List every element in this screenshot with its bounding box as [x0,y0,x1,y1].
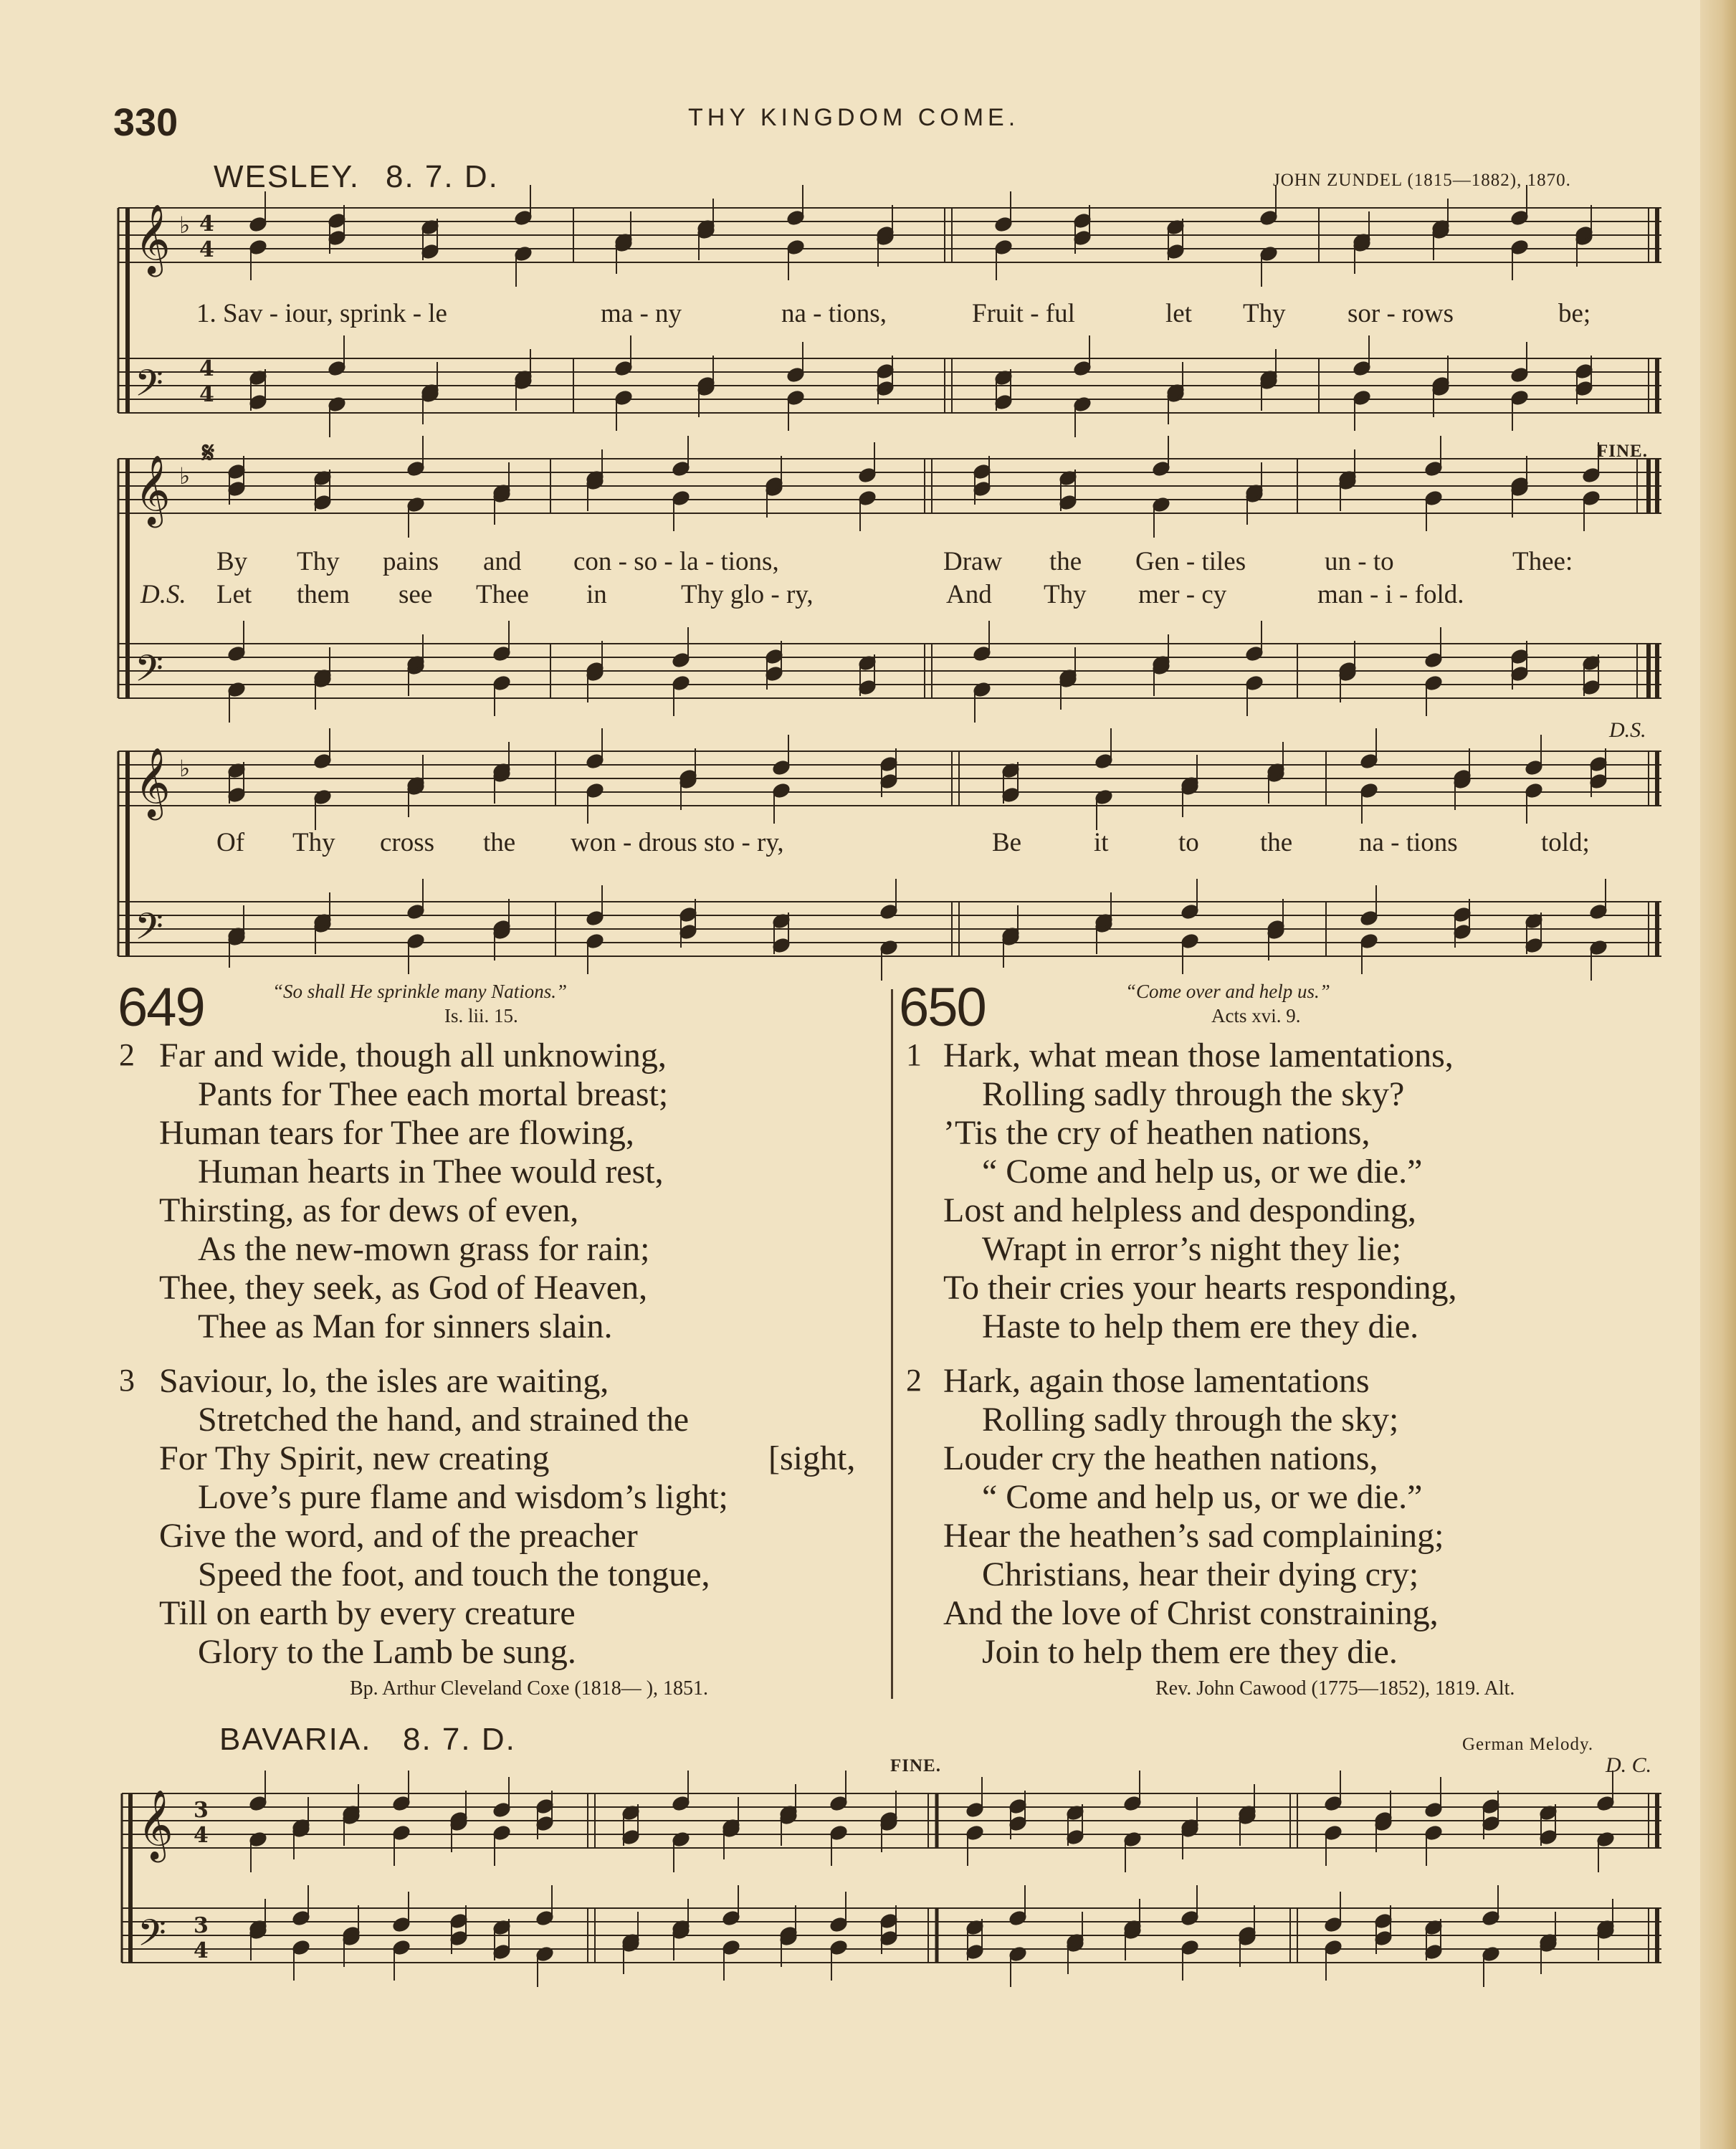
verse-649-2 [159,1037,668,1346]
verse-line: Hark, again those lamentations [943,1362,1370,1400]
hymn-number-650: 650 [899,977,986,1038]
verse-line: Hark, what mean those lamentations, [943,1037,1454,1074]
lyric-1b: ma - ny [601,299,682,328]
lyric-3-6: Be [992,828,1022,857]
svg-text:𝄢: 𝄢 [138,1911,166,1963]
reference-649: Is. lii. 15. [444,1005,518,1026]
svg-text:𝄞: 𝄞 [138,1789,173,1859]
lyric-1c: na - tions, [781,299,887,328]
svg-text:4: 4 [199,237,214,262]
lyric-2b-3: see [399,580,433,609]
svg-text:♭: ♭ [179,462,191,490]
lyric-3-11: told; [1541,828,1590,857]
verse-line: Rolling sadly through the sky? [982,1075,1405,1113]
lyric-3-2: Thy [292,828,335,857]
svg-text:4: 4 [199,382,214,407]
verse-line: Far and wide, though all unknowing, [159,1037,667,1074]
verse-650-2 [943,1362,1444,1672]
svg-text:4: 4 [194,1823,209,1848]
author-649: Bp. Arthur Cleveland Coxe (1818— ), 1851. [350,1677,709,1700]
svg-text:𝄢: 𝄢 [135,905,163,957]
tune2-meter: 8. 7. D. [403,1722,516,1757]
tune2-source: German Melody. [1462,1735,1594,1754]
lyric-2b-5: in [586,580,607,609]
tune-meter: 8. 7. D. [386,159,499,194]
verse-line: Pants for Thee each mortal breast; [198,1075,669,1113]
svg-text:𝄞: 𝄞 [135,454,171,525]
lyric-3-3: cross [380,828,435,857]
svg-text:♭: ♭ [179,755,191,782]
verse-line: And the love of Christ constraining, [943,1594,1439,1632]
svg-text:𝄢: 𝄢 [135,361,163,414]
svg-text:𝄞: 𝄞 [135,747,171,817]
lyric-3-4: the [483,828,516,857]
lyric-2a-1: By [216,547,248,576]
lyric-2a-7: the [1049,547,1082,576]
tune-name: WESLEY. [214,159,360,194]
epigraph-649: “So shall He sprinkle many Nations.” [272,981,568,1002]
lyric-1e: let [1165,299,1192,328]
verse-line: As the new-mown grass for rain; [198,1230,650,1268]
lyric-3-10: na - tions [1359,828,1458,857]
verse-number-650-1: 1 [906,1037,922,1072]
lyric-2b-2: them [297,580,350,609]
verse-line: “ Come and help us, or we die.” [982,1153,1423,1191]
verse-line: Human tears for Thee are flowing, [159,1114,634,1152]
author-650: Rev. John Cawood (1775—1852), 1819. Alt. [1155,1677,1515,1700]
svg-text:𝄞: 𝄞 [135,204,171,274]
svg-text:4: 4 [199,211,214,237]
svg-text:4: 4 [199,356,214,381]
lyric-3-7: it [1094,828,1109,857]
lyric-3-8: to [1178,828,1199,857]
lyric-2a-3: pains [383,547,439,576]
verse-line: Stretched the hand, and strained the [198,1401,690,1439]
svg-text:4: 4 [194,1938,209,1963]
lyric-2a-6: Draw [943,547,1003,576]
verse-line: Join to help them ere they die. [982,1633,1398,1671]
verse-line: Love’s pure flame and wisdom’s light; [198,1478,728,1516]
verse-number-649-2: 2 [119,1037,135,1072]
composer: JOHN ZUNDEL (1815—1882), 1870. [1273,171,1571,190]
lyric-2a-5: con - so - la - tions, [573,547,779,576]
verse-line: Wrapt in error’s night they lie; [982,1230,1402,1268]
running-head: THY KINGDOM COME. [688,104,1020,131]
verse-line: Till on earth by every creature [159,1594,576,1632]
page-number: 330 [113,101,178,144]
lyric-2b-6: Thy glo - ry, [681,580,814,609]
verse-number-650-2: 2 [906,1363,922,1398]
verse-number-649-3: 3 [119,1363,135,1398]
verse-line: Thee as Man for sinners slain. [198,1307,613,1345]
verse-650-1 [943,1037,1456,1346]
verse-line: Louder cry the heathen nations, [943,1439,1378,1477]
lyric-2a-8: Gen - tiles [1135,547,1246,576]
lyric-2b-9: mer - cy [1138,580,1227,609]
lyric-2a-10: Thee: [1512,547,1573,576]
verse-649-3 [159,1362,728,1672]
verse-line: Haste to help them ere they die. [982,1307,1419,1345]
epigraph-650: “Come over and help us.” [1125,981,1330,1002]
verse-line: Rolling sadly through the sky; [982,1401,1399,1439]
lyric-1d: Fruit - ful [972,299,1075,328]
lyric-1f: Thy [1243,299,1286,328]
verse-line: Thirsting, as for dews of even, [159,1191,579,1229]
verse-line: “ Come and help us, or we die.” [982,1478,1423,1516]
hymn-number-649: 649 [118,977,204,1038]
ds-label: D.S. [140,580,186,609]
reference-650: Acts xvi. 9. [1211,1005,1301,1026]
svg-text:3: 3 [194,1798,209,1823]
verse-line: Hear the heathen’s sad complaining; [943,1517,1444,1555]
tune2-name: BAVARIA. [219,1722,372,1757]
lyric-3-5: won - drous sto - ry, [571,828,784,857]
svg-text:3: 3 [194,1913,209,1938]
lyric-2b-7: And [946,580,992,609]
verse-line: Saviour, lo, the isles are waiting, [159,1362,609,1400]
lyric-2b-4: Thee [476,580,529,609]
fine-marker: FINE. [1597,442,1648,461]
column-divider [891,989,893,1699]
verse-carryover: [sight, [768,1439,856,1477]
verse-line: Lost and helpless and desponding, [943,1191,1416,1229]
tune2-fine: FINE. [890,1756,941,1776]
lyric-3-1: Of [216,828,245,857]
verse-line: Christians, hear their dying cry; [982,1555,1419,1593]
svg-text:♭: ♭ [179,211,191,239]
lyric-2a-2: Thy [297,547,340,576]
lyric-2a-9: un - to [1325,547,1394,576]
lyric-2b-10: man - i - fold. [1317,580,1464,609]
lyric-1g: sor - rows [1348,299,1454,328]
verse-line: Glory to the Lamb be sung. [198,1633,576,1671]
lyric-2a-4: and [483,547,522,576]
svg-text:𝄢: 𝄢 [135,647,163,699]
verse-line: Speed the foot, and touch the tongue, [198,1555,710,1593]
lyric-1a: 1. Sav - iour, sprink - le [196,299,447,328]
verse-line: ’Tis the cry of heathen nations, [943,1114,1370,1152]
tune2-dc: D. C. [1606,1753,1652,1777]
lyric-3-9: the [1260,828,1293,857]
segno-sign: 𝄋 [202,437,215,469]
verse-line: Human hearts in Thee would rest, [198,1153,664,1191]
verse-line: To their cries your hearts responding, [943,1269,1457,1307]
lyric-2b-1: Let [216,580,252,609]
verse-line: For Thy Spirit, new creating [159,1439,550,1477]
verse-line: Give the word, and of the preacher [159,1517,638,1555]
verse-line: Thee, they seek, as God of Heaven, [159,1269,648,1307]
lyric-1h: be; [1558,299,1591,328]
ds-marker: D.S. [1609,718,1646,742]
lyric-2b-8: Thy [1044,580,1087,609]
